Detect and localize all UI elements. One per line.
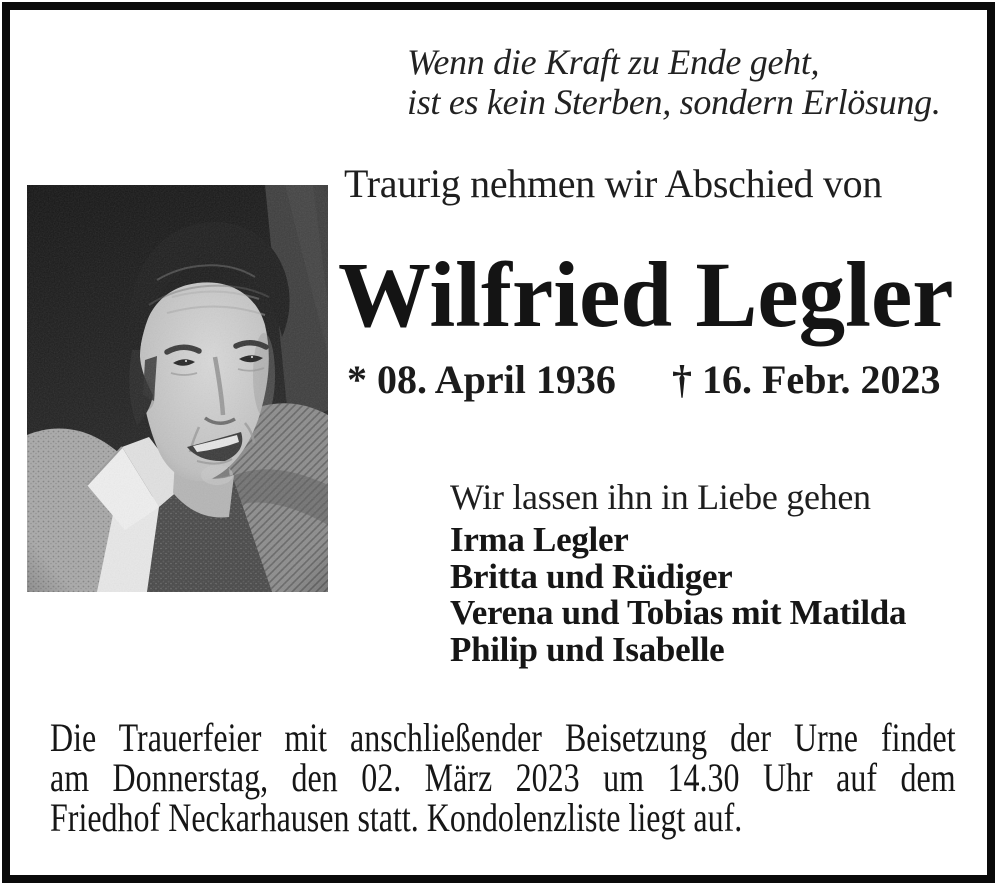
life-dates xyxy=(0,357,1000,406)
farewell-block xyxy=(450,477,906,668)
intro-line: Traurig nehmen wir Abschied von xyxy=(344,161,883,206)
epigraph xyxy=(407,42,941,122)
farewell-lead: Wir lassen ihn in Liebe gehen xyxy=(450,477,871,517)
death-date: † 16. Febr. 2023 xyxy=(672,357,941,402)
mourner-name: Verena und Tobias mit Matilda xyxy=(450,593,907,632)
funeral-notice xyxy=(50,715,956,840)
funeral-notice-line: Die Trauerfeier mit anschließender Beisetzung der Urne findet xyxy=(50,715,956,760)
epigraph-line-1: Wenn die Kraft zu Ende geht, xyxy=(407,42,820,82)
mourner-name: Britta und Rüdiger xyxy=(450,556,733,596)
mourner-name: Irma Legler xyxy=(450,520,629,559)
mourner-name: Philip und Isabelle xyxy=(450,629,725,669)
funeral-notice-line: Friedhof Neckarhausen statt. Kondolenzliste liegt auf. xyxy=(50,795,743,840)
funeral-notice-line: am Donnerstag, den 02. März 2023 um 14.30 Uhr auf dem xyxy=(50,755,956,800)
deceased-name: Wilfried Legler xyxy=(338,244,954,347)
epigraph-line-2: ist es kein Sterben, sondern Erlösung. xyxy=(407,82,941,122)
birth-date: * 08. April 1936 xyxy=(347,357,616,402)
